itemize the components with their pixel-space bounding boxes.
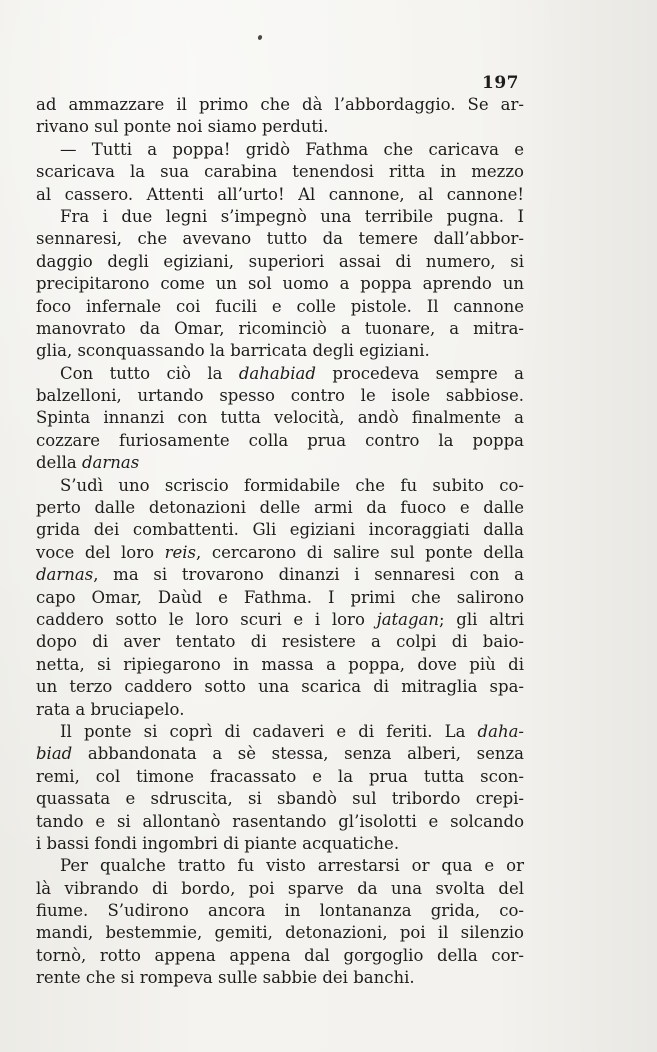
text-line: glia, sconquassando la barricata degli egiziani. bbox=[36, 341, 430, 361]
text-line: grida dei combattenti. Gli egiziani incoraggiati dalla bbox=[36, 520, 524, 540]
text-line: i bassi fondi ingombri di piante acquatiche. bbox=[36, 833, 400, 853]
text-line: caddero sotto le loro scuri e i loro jatagan; gli altri bbox=[36, 609, 524, 629]
text-line: precipitarono come un sol uomo a poppa aprendo un bbox=[36, 274, 524, 294]
text-line: della darnas bbox=[36, 453, 140, 473]
text-line: al cassero. Attenti all’urto! Al cannone, al cannone! bbox=[36, 184, 524, 204]
text-line: daggio degli egiziani, superiori assai di numero, si bbox=[36, 251, 524, 271]
text-line: balzelloni, urtando spesso contro le isole sabbiose. bbox=[36, 386, 524, 406]
text-line: capo Omar, Daùd e Fathma. I primi che salirono bbox=[36, 587, 524, 607]
body-text bbox=[36, 94, 524, 990]
text-line: Fra i due legni s’impegnò una terribile pugna. I bbox=[60, 206, 524, 226]
text-line: fiume. S’udirono ancora in lontananza grida, co- bbox=[36, 901, 524, 921]
text-line: S’udì uno scriscio formidabile che fu subito co- bbox=[60, 475, 524, 495]
page-number: 197 bbox=[482, 73, 519, 93]
text-line: rata a bruciapelo. bbox=[36, 699, 185, 719]
text-line: ad ammazzare il primo che dà l’abbordaggio. Se ar- bbox=[36, 95, 524, 114]
text-line: Per qualche tratto fu visto arrestarsi or qua e or bbox=[60, 856, 524, 876]
text-line: — Tutti a poppa! gridò Fathma che caricava e bbox=[60, 139, 524, 159]
text-line: Spinta innanzi con tutta velocità, andò finalmente a bbox=[36, 408, 524, 428]
text-line: là vibrando di bordo, poi sparve da una svolta del bbox=[36, 878, 524, 898]
text-line: mandi, bestemmie, gemiti, detonazioni, poi il silenzio bbox=[36, 923, 524, 943]
text-line: tando e si allontanò rasentando gl’isolotti e solcando bbox=[36, 811, 524, 831]
text-line: voce del loro reis, cercarono di salire sul ponte della bbox=[36, 542, 524, 562]
text-line: sennaresi, che avevano tutto da temere dall’abbor- bbox=[36, 229, 524, 249]
text-line: Il ponte si coprì di cadaveri e di feriti. La daha- bbox=[60, 721, 524, 741]
text-line: dopo di aver tentato di resistere a colpi di baio- bbox=[36, 632, 524, 652]
text-line: biad abbandonata a sè stessa, senza alberi, senza bbox=[36, 744, 524, 764]
text-line: darnas, ma si trovarono dinanzi i sennaresi con a bbox=[36, 565, 524, 585]
text-line: cozzare furiosamente colla prua contro la poppa bbox=[36, 430, 524, 450]
text-line: un terzo caddero sotto una scarica di mitraglia spa- bbox=[36, 677, 524, 697]
text-line: rente che si rompeva sulle sabbie dei banchi. bbox=[36, 968, 415, 988]
text-line: netta, si ripiegarono in massa a poppa, dove più di bbox=[36, 654, 524, 674]
text-line: foco infernale coi fucili e colle pistole. Il cannone bbox=[36, 296, 524, 316]
text-line: quassata e sdruscita, si sbandò sul tribordo crepi- bbox=[36, 789, 524, 809]
text-line: tornò, rotto appena appena dal gorgoglio della cor- bbox=[36, 945, 524, 965]
text-line: perto dalle detonazioni delle armi da fuoco e dalle bbox=[36, 498, 524, 518]
text-line: Con tutto ciò la dahabiad procedeva sempre a bbox=[60, 363, 525, 383]
text-line: rivano sul ponte noi siamo perduti. bbox=[36, 117, 329, 137]
text-line: remi, col timone fracassato e la prua tutta scon- bbox=[36, 766, 524, 786]
ink-speck bbox=[257, 34, 263, 40]
text-line: scaricava la sua carabina tenendosi ritta in mezzo bbox=[36, 162, 524, 182]
text-line: manovrato da Omar, ricominciò a tuonare, a mitra- bbox=[36, 318, 524, 338]
